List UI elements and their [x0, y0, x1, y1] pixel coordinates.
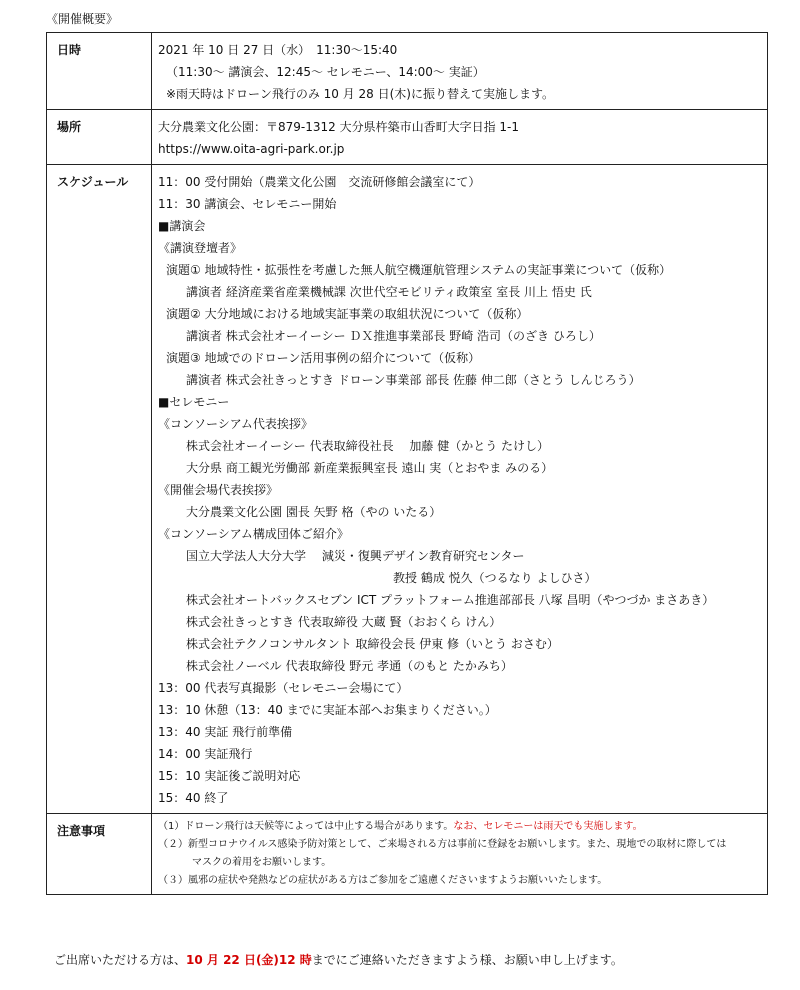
schedule-line: 株式会社ノーベル 代表取締役 野元 孝通（のもと たかみち） [186, 659, 513, 673]
row-venue [47, 110, 768, 165]
datetime-content [152, 33, 768, 110]
schedule-line: 《コンソーシアム構成団体ご紹介》 [158, 527, 349, 541]
note-1-text: （1）ドローン飛行は天候等によっては中止する場合があります。 [158, 821, 454, 832]
row-notes [47, 814, 768, 895]
notes-content [152, 814, 768, 895]
datetime-line: ※雨天時はドローン飛行のみ 10 月 28 日(木)に振り替えて実施します。 [166, 87, 555, 101]
label-notes: 注意事項 [47, 814, 152, 895]
footer-text-before: ご出席いただける方は、 [54, 953, 187, 967]
venue-content [152, 110, 768, 165]
datetime-line: （11:30～ 講演会、12:45～ セレモニー、14:00～ 実証） [166, 65, 485, 79]
schedule-line: ■セレモニー [158, 395, 230, 409]
footer-note [54, 951, 623, 968]
schedule-line: 教授 鶴成 悦久（つるなり よしひさ） [393, 571, 597, 585]
venue-address: 大分農業文化公園：〒879-1312 大分県杵築市山香町大字日指 1-1 [158, 120, 520, 134]
label-venue: 場所 [47, 110, 152, 165]
label-datetime: 日時 [47, 33, 152, 110]
footer-text-after: までにご連絡いただきますよう様、お願い申し上げます。 [311, 953, 623, 967]
row-schedule [47, 165, 768, 814]
row-datetime [47, 33, 768, 110]
note-3: （３）風邪の症状や発熱などの症状がある方はご参加をご遠慮くださいますようお願いいたします。 [158, 875, 608, 886]
note-1-emphasis: なお、セレモニーは雨天でも実施します。 [453, 821, 643, 832]
schedule-line: 国立大学法人大分大学 減災・復興デザイン教育研究センター [186, 549, 525, 563]
schedule-line: 11：30 講演会、セレモニー開始 [158, 197, 337, 211]
schedule-line: 講演者 経済産業省産業機械課 次世代空モビリティ政策室 室長 川上 悟史 氏 [186, 285, 592, 299]
schedule-line: 《開催会場代表挨拶》 [158, 483, 279, 497]
label-schedule: スケジュール [47, 165, 152, 814]
schedule-line: 《コンソーシアム代表挨拶》 [158, 417, 313, 431]
datetime-line: 2021 年 10 日 27 日（水） 11:30～15:40 [158, 43, 398, 57]
note-2-continued: マスクの着用をお願いします。 [192, 857, 332, 868]
schedule-line: 演題② 大分地域における地域実証事業の取組状況について（仮称） [166, 307, 529, 321]
schedule-line: 14：00 実証飛行 [158, 747, 253, 761]
schedule-line: 13：40 実証 飛行前準備 [158, 725, 293, 739]
schedule-line: 演題③ 地域でのドローン活用事例の紹介について（仮称） [166, 351, 481, 365]
schedule-line: 演題① 地域特性・拡張性を考慮した無人航空機運航管理システムの実証事業について（仮称） [166, 263, 672, 277]
section-heading: 《開催概要》 [46, 12, 119, 26]
schedule-line: 11：00 受付開始（農業文化公園 交流研修館会議室にて） [158, 175, 481, 189]
schedule-line: 株式会社テクノコンサルタント 取締役会長 伊東 修（いとう おさむ） [186, 637, 559, 651]
schedule-line: 株式会社オーイーシー 代表取締役社長 加藤 健（かとう たけし） [186, 439, 550, 453]
schedule-line: 13：10 休憩（13：40 までに実証本部へお集まりください。） [158, 703, 497, 717]
schedule-line: 大分農業文化公園 園長 矢野 格（やの いたる） [186, 505, 442, 519]
note-2: （２）新型コロナウイルス感染予防対策として、ご来場される方は事前に登録をお願いします。また、現地での取材に際しては [158, 839, 727, 850]
schedule-line: 講演者 株式会社きっとすき ドローン事業部 部長 佐藤 伸二郎（さとう しんじろう） [186, 373, 641, 387]
venue-url-link[interactable]: https://www.oita-agri-park.or.jp [158, 142, 345, 156]
schedule-line: 講演者 株式会社オーイーシー ＤＸ推進事業部長 野崎 浩司（のざき ひろし） [186, 329, 601, 343]
schedule-content [152, 165, 768, 814]
schedule-line: ■講演会 [158, 219, 206, 233]
schedule-line: 大分県 商工観光労働部 新産業振興室長 遠山 実（とおやま みのる） [186, 461, 554, 475]
schedule-line: 株式会社きっとすき 代表取締役 大蔵 賢（おおくら けん） [186, 615, 502, 629]
schedule-line: 15：40 終了 [158, 791, 229, 805]
schedule-line: 13：00 代表写真撮影（セレモニー会場にて） [158, 681, 409, 695]
schedule-line: 株式会社オートバックスセブン ICT プラットフォーム推進部部長 八塚 昌明（やつづか まさあき） [186, 593, 715, 607]
overview-table [46, 32, 768, 895]
note-1 [158, 818, 767, 836]
schedule-line: 《講演登壇者》 [158, 241, 243, 255]
footer-deadline: 10 月 22 日(金)12 時 [186, 953, 312, 967]
schedule-line: 15：10 実証後ご説明対応 [158, 769, 301, 783]
